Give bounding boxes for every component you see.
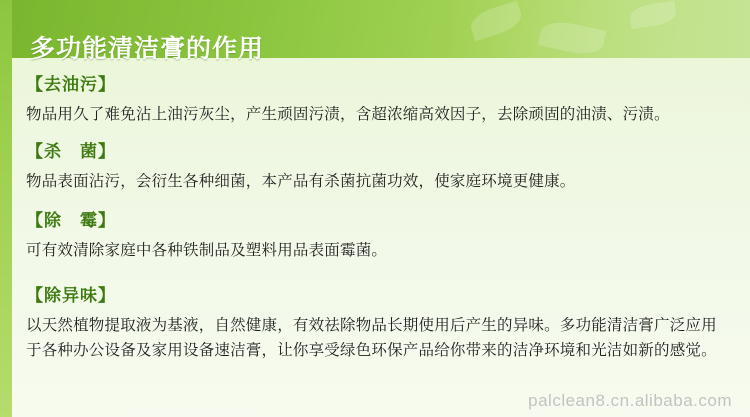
section-deodorize: [26, 285, 728, 363]
section-heading: 【除 霉】: [26, 211, 116, 230]
watermark-url: palclean8.cn.alibaba.com: [528, 391, 732, 410]
section-heading: 【除异味】: [26, 286, 116, 305]
section-body: 物品用久了难免沾上油污灰尘，产生顽固污渍，含超浓缩高效因子，去除顽固的油渍、污渍。: [26, 106, 670, 123]
section-heading: 【去油污】: [26, 75, 116, 94]
leaf-decoration-icon: [538, 18, 606, 59]
page-title: 多功能清洁膏的作用: [30, 34, 265, 63]
section-heading: 【杀 菌】: [26, 142, 116, 161]
section-body: 物品表面沾污，会衍生各种细菌，本产品有杀菌抗菌功效，使家庭环境更健康。: [26, 173, 576, 190]
leaf-decoration-icon: [467, 1, 524, 42]
section-sterilize: [26, 141, 728, 194]
section-degrease: [26, 74, 728, 127]
section-body: 可有效清除家庭中各种铁制品及塑料用品表面霉菌。: [26, 242, 388, 259]
content-area: [0, 58, 750, 417]
section-demould: [26, 210, 728, 263]
section-body: 以天然植物提取液为基液，自然健康，有效祛除物品长期使用后产生的异味。多功能清洁膏广泛应用于各种办公设备及家用设备速洁膏，让你享受绿色环保产品给你带来的洁净环境和光洁如新的感觉。: [26, 317, 717, 359]
leaf-decoration-icon: [629, 1, 678, 29]
